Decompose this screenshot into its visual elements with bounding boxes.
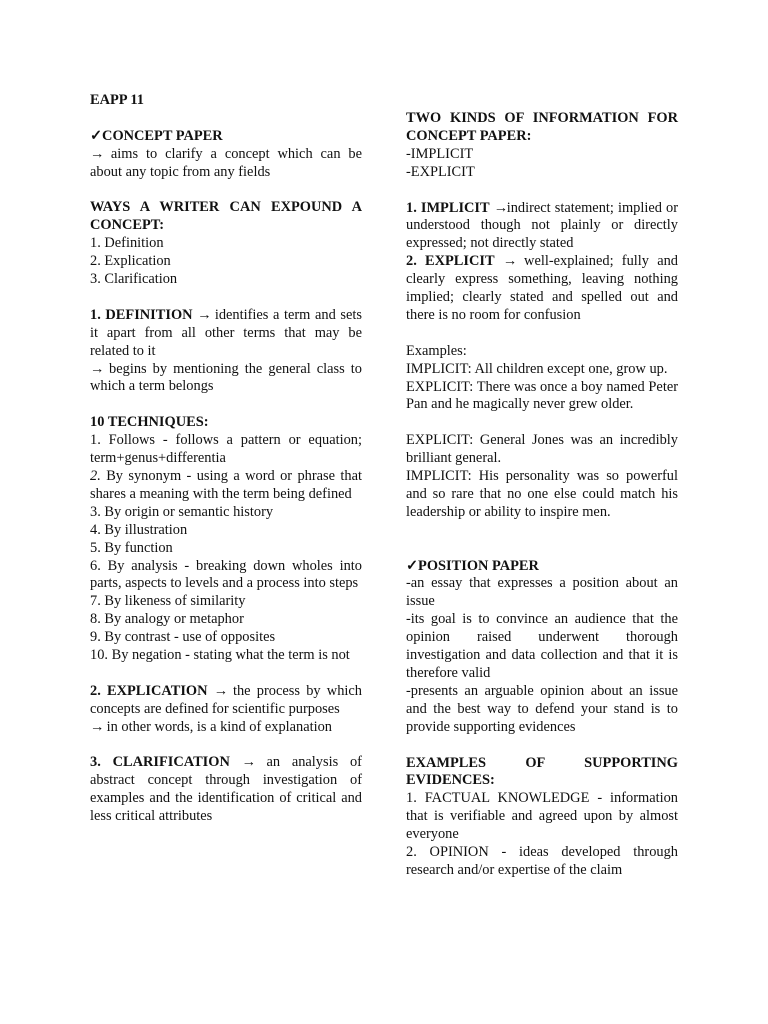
clarification-title: 3. CLARIFICATION bbox=[90, 754, 230, 771]
arrow-icon: → bbox=[502, 253, 518, 270]
ways-heading: WAYS A WRITER CAN EXPOUND A CONCEPT: bbox=[90, 199, 362, 234]
explication-title: 2. EXPLICATION bbox=[90, 682, 208, 699]
technique-item: 7. By likeness of similarity bbox=[90, 593, 246, 610]
arrow-icon: → bbox=[197, 306, 212, 323]
definition-paragraph: 1. DEFINITION → identifies a term and sets it apart from all other terms that may be related to it bbox=[90, 306, 362, 359]
example-implicit: IMPLICIT: All children except one, grow up. bbox=[406, 360, 668, 377]
concept-paper-heading: ✓CONCEPT PAPER bbox=[90, 127, 223, 144]
arrow-icon: → bbox=[90, 360, 105, 377]
position-item: -its goal is to convince an audience that the opinion raised underwent thorough investigation and data collection and that it is therefore valid bbox=[406, 611, 678, 682]
definition-title: 1. DEFINITION bbox=[90, 306, 193, 323]
arrow-icon: → bbox=[213, 682, 229, 699]
concept-paper-definition: → aims to clarify a concept which can be about any topic from any fields bbox=[90, 145, 362, 180]
examples-label: Examples: bbox=[406, 342, 467, 359]
clarification-paragraph: 3. CLARIFICATION → an analysis of abstract concept through investigation of examples and the identification of critical and less critical attributes bbox=[90, 754, 362, 825]
technique-item: 10. By negation - stating what the term is not bbox=[90, 647, 350, 664]
position-paper-heading: ✓POSITION PAPER bbox=[406, 557, 539, 574]
explicit-paragraph: 2. EXPLICIT → well-explained; fully and clearly express something, leaving nothing implied; clearly stated and spelled out and there is no room for confusion bbox=[406, 253, 678, 323]
definition-paragraph-2: → begins by mentioning the general class to which a term belongs bbox=[90, 360, 362, 395]
info-heading: TWO KINDS OF INFORMATION FOR CONCEPT PAPER: bbox=[406, 110, 678, 144]
technique-item: 9. By contrast - use of opposites bbox=[90, 629, 276, 646]
arrow-icon: → bbox=[90, 145, 105, 162]
ways-item: 1. Definition bbox=[90, 235, 164, 252]
technique-item: 3. By origin or semantic history bbox=[90, 503, 274, 520]
technique-item: 1. Follows - follows a pattern or equation; term+genus+differentia bbox=[90, 432, 362, 467]
evidence-item: 1. FACTUAL KNOWLEDGE - information that is verifiable and agreed upon by almost everyone bbox=[406, 790, 678, 843]
arrow-icon: → bbox=[241, 754, 257, 771]
explication-paragraph: 2. EXPLICATION → the process by which concepts are defined for scientific purposes bbox=[90, 682, 362, 717]
technique-item: 4. By illustration bbox=[90, 521, 188, 538]
explicit-title: 2. EXPLICIT bbox=[406, 253, 495, 270]
implicit-title: 1. IMPLICIT bbox=[406, 199, 490, 216]
example-explicit: EXPLICIT: General Jones was an incredibly brilliant general. bbox=[406, 432, 678, 467]
ways-item: 2. Explication bbox=[90, 253, 171, 270]
right-column bbox=[406, 110, 678, 880]
info-item: -IMPLICIT bbox=[406, 145, 474, 162]
evidence-item: 2. OPINION - ideas developed through research and/or expertise of the claim bbox=[406, 844, 678, 878]
left-column bbox=[90, 92, 362, 826]
implicit-paragraph: 1. IMPLICIT →indirect statement; implied or understood though not plainly or directly expressed; not directly stated bbox=[406, 199, 678, 252]
example-implicit: IMPLICIT: His personality was so powerful and so rare that no one else could match his leadership or ability to inspire men. bbox=[406, 468, 678, 520]
technique-item: 5. By function bbox=[90, 539, 173, 556]
techniques-heading: 10 TECHNIQUES: bbox=[90, 414, 209, 431]
ways-item: 3. Clarification bbox=[90, 271, 178, 288]
technique-item: 8. By analogy or metaphor bbox=[90, 611, 244, 628]
position-item: -an essay that expresses a position about an issue bbox=[406, 575, 678, 610]
document-title: EAPP 11 bbox=[90, 92, 144, 108]
arrow-icon: → bbox=[493, 199, 509, 216]
arrow-icon: → bbox=[90, 718, 105, 735]
explication-paragraph-2: → in other words, is a kind of explanation bbox=[90, 718, 333, 735]
technique-item: 2. By synonym - using a word or phrase that shares a meaning with the term being defined bbox=[90, 467, 362, 502]
technique-item: 6. By analysis - breaking down wholes into parts, aspects to levels and a process into steps bbox=[90, 557, 362, 592]
position-item: -presents an arguable opinion about an issue and the best way to defend your stand is to provide supporting evidences bbox=[406, 682, 678, 735]
info-item: -EXPLICIT bbox=[406, 163, 475, 180]
evidence-heading: EXAMPLES OF SUPPORTING EVIDENCES: bbox=[406, 754, 678, 789]
example-explicit: EXPLICIT: There was once a boy named Peter Pan and he magically never grew older. bbox=[406, 378, 678, 413]
